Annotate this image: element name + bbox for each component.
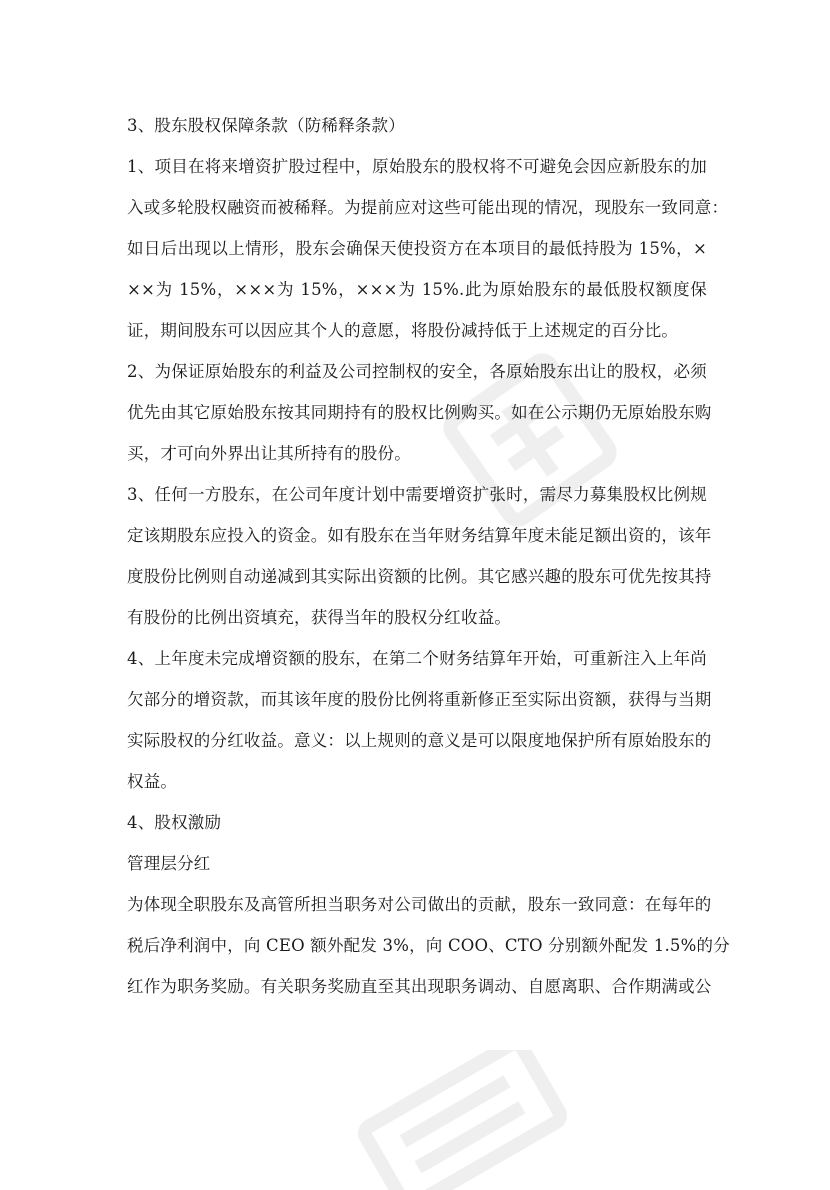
text-line: 管理层分红 xyxy=(127,854,211,873)
text-line: 权益。 xyxy=(127,772,178,791)
text-line: 买，才可向外界出让其所持有的股份。 xyxy=(127,444,411,463)
text-line: 实际股权的分红收益。意义：以上规则的意义是可以限度地保护所有原始股东的 xyxy=(127,731,712,750)
text-line: 度股份比例则自动递减到其实际出资额的比例。其它感兴趣的股东可优先按其持 xyxy=(127,567,712,586)
text-line: 优先由其它原始股东按其同期持有的股权比例购买。如在公示期仍无原始股东购 xyxy=(127,403,712,422)
watermark-bottom-icon xyxy=(330,1050,590,1190)
text-line: 税后净利润中，向 CEO 额外配发 3%，向 COO、CTO 分别额外配发 1.5%的分 xyxy=(127,936,730,955)
text-line: 证，期间股东可以因应其个人的意愿，将股份减持低于上述规定的百分比。 xyxy=(127,321,679,340)
text-line: 入或多轮股权融资而被稀释。为提前应对这些可能出现的情况，现股东一致同意： xyxy=(127,198,729,217)
text-line: 如日后出现以上情形，股东会确保天使投资方在本项目的最低持股为 15%，× xyxy=(127,239,707,258)
text-line: 3、任何一方股东，在公司年度计划中需要增资扩张时，需尽力募集股权比例规 xyxy=(127,485,707,504)
text-line: 为体现全职股东及高管所担当职务对公司做出的贡献，股东一致同意：在每年的 xyxy=(127,895,712,914)
text-line: ××为 15%，×××为 15%，×××为 15%.此为原始股东的最低股权额度保 xyxy=(127,280,707,299)
text-line: 有股份的比例出资填充，获得当年的股权分红收益。 xyxy=(127,608,512,627)
text-line: 2、为保证原始股东的利益及公司控制权的安全，各原始股东出让的股权，必须 xyxy=(127,362,707,381)
text-line: 欠部分的增资款，而其该年度的股份比例将重新修正至实际出资额，获得与当期 xyxy=(127,690,712,709)
text-line: 定该期股东应投入的资金。如有股东在当年财务结算年度未能足额出资的，该年 xyxy=(127,526,712,545)
text-line: 4、股权激励 xyxy=(127,813,222,832)
text-line: 红作为职务奖励。有关职务奖励直至其出现职务调动、自愿离职、合作期满或公 xyxy=(127,977,712,996)
text-line: 3、股东股权保障条款（防稀释条款） xyxy=(127,116,405,135)
text-line: 1、项目在将来增资扩股过程中，原始股东的股权将不可避免会因应新股东的加 xyxy=(127,157,707,176)
document-body xyxy=(127,105,730,1007)
text-line: 4、上年度未完成增资额的股东，在第二个财务结算年开始，可重新注入上年尚 xyxy=(127,649,707,668)
